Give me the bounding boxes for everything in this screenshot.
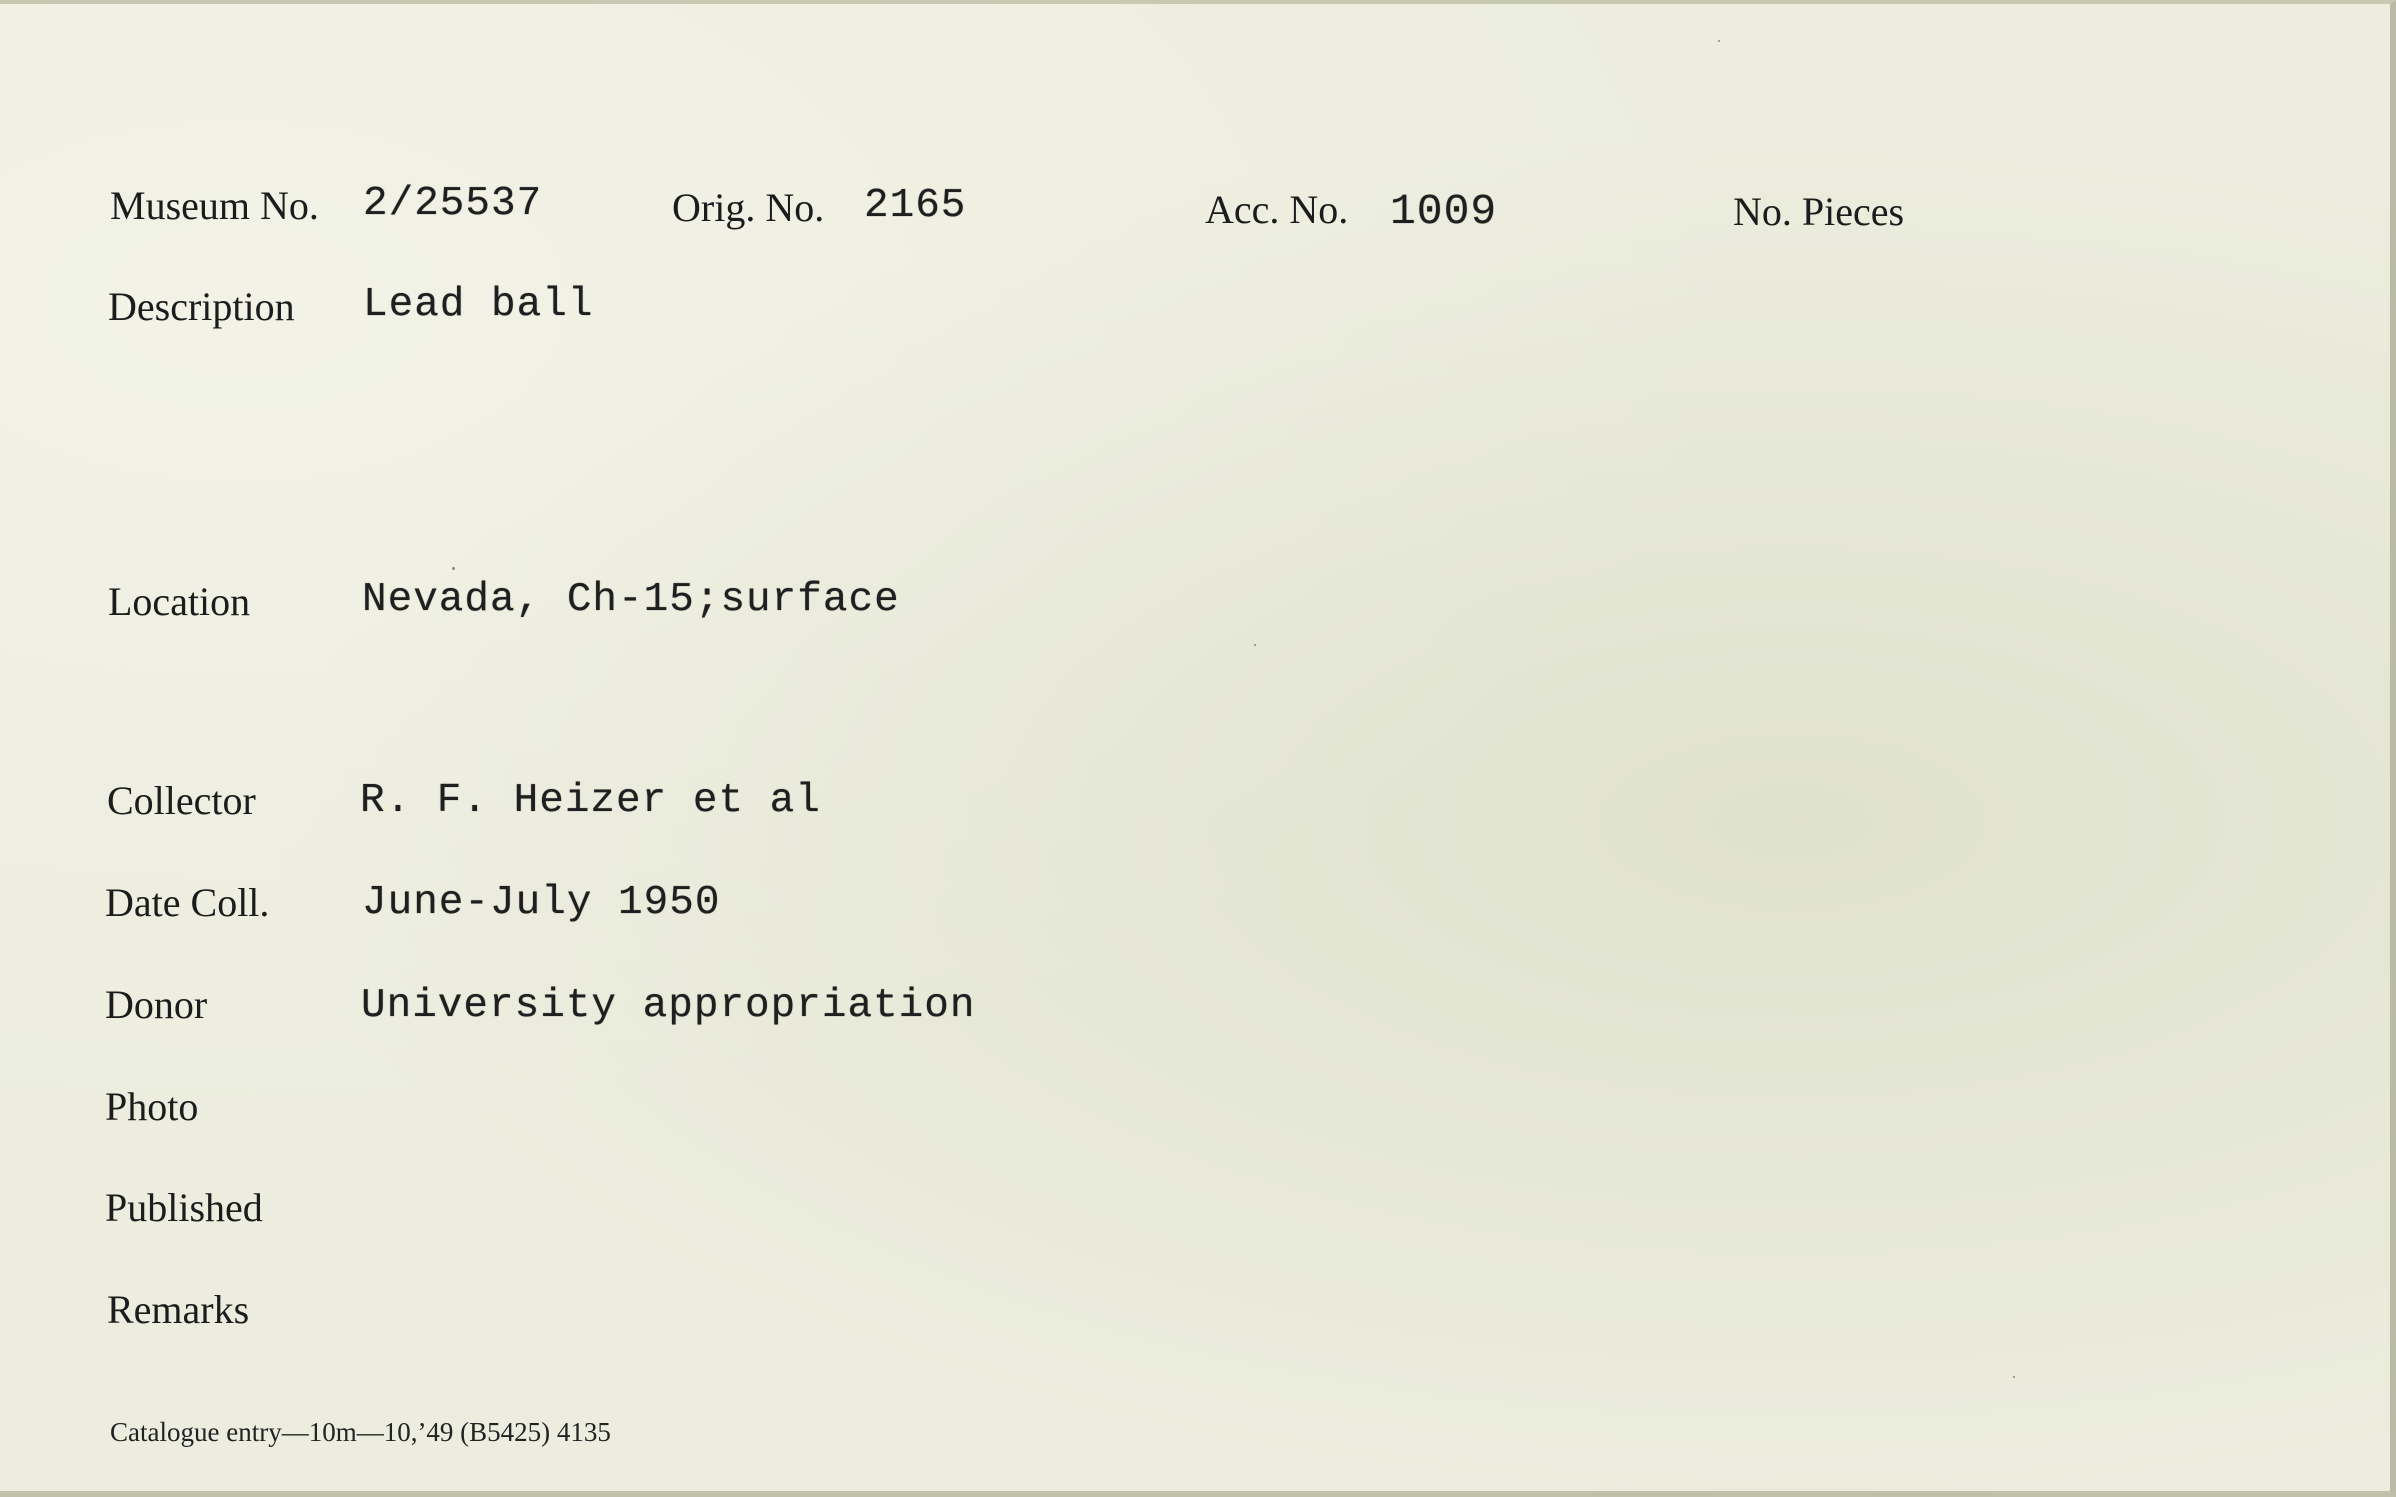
paper-speck bbox=[2013, 1376, 2015, 1378]
paper-speck bbox=[452, 567, 455, 570]
description-value: Lead ball bbox=[363, 282, 594, 328]
published-label: Published bbox=[105, 1185, 263, 1230]
collector-label: Collector bbox=[107, 778, 256, 823]
acc-no-value: 1009 bbox=[1390, 187, 1498, 236]
date-coll-value: June-July 1950 bbox=[362, 880, 721, 926]
collector-value: R. F. Heizer et al bbox=[360, 778, 821, 824]
location-value: Nevada, Ch-15;surface bbox=[362, 577, 900, 623]
location-label: Location bbox=[108, 579, 251, 624]
description-label: Description bbox=[108, 284, 295, 329]
remarks-label: Remarks bbox=[107, 1287, 250, 1332]
photo-label: Photo bbox=[105, 1084, 199, 1129]
no-pieces-label: No. Pieces bbox=[1733, 189, 1905, 234]
donor-label: Donor bbox=[105, 982, 208, 1027]
museum-no-label: Museum No. bbox=[110, 183, 319, 228]
orig-no-label: Orig. No. bbox=[672, 185, 825, 230]
acc-no-label: Acc. No. bbox=[1205, 187, 1349, 232]
catalogue-footer: Catalogue entry—10m—10,’49 (B5425) 4135 bbox=[110, 1417, 611, 1447]
donor-value: University appropriation bbox=[361, 983, 976, 1029]
orig-no-value: 2165 bbox=[864, 183, 967, 229]
date-coll-label: Date Coll. bbox=[105, 880, 270, 925]
museum-no-value: 2/25537 bbox=[363, 181, 543, 227]
paper-speck bbox=[1718, 40, 1720, 42]
paper-speck bbox=[1254, 644, 1256, 646]
